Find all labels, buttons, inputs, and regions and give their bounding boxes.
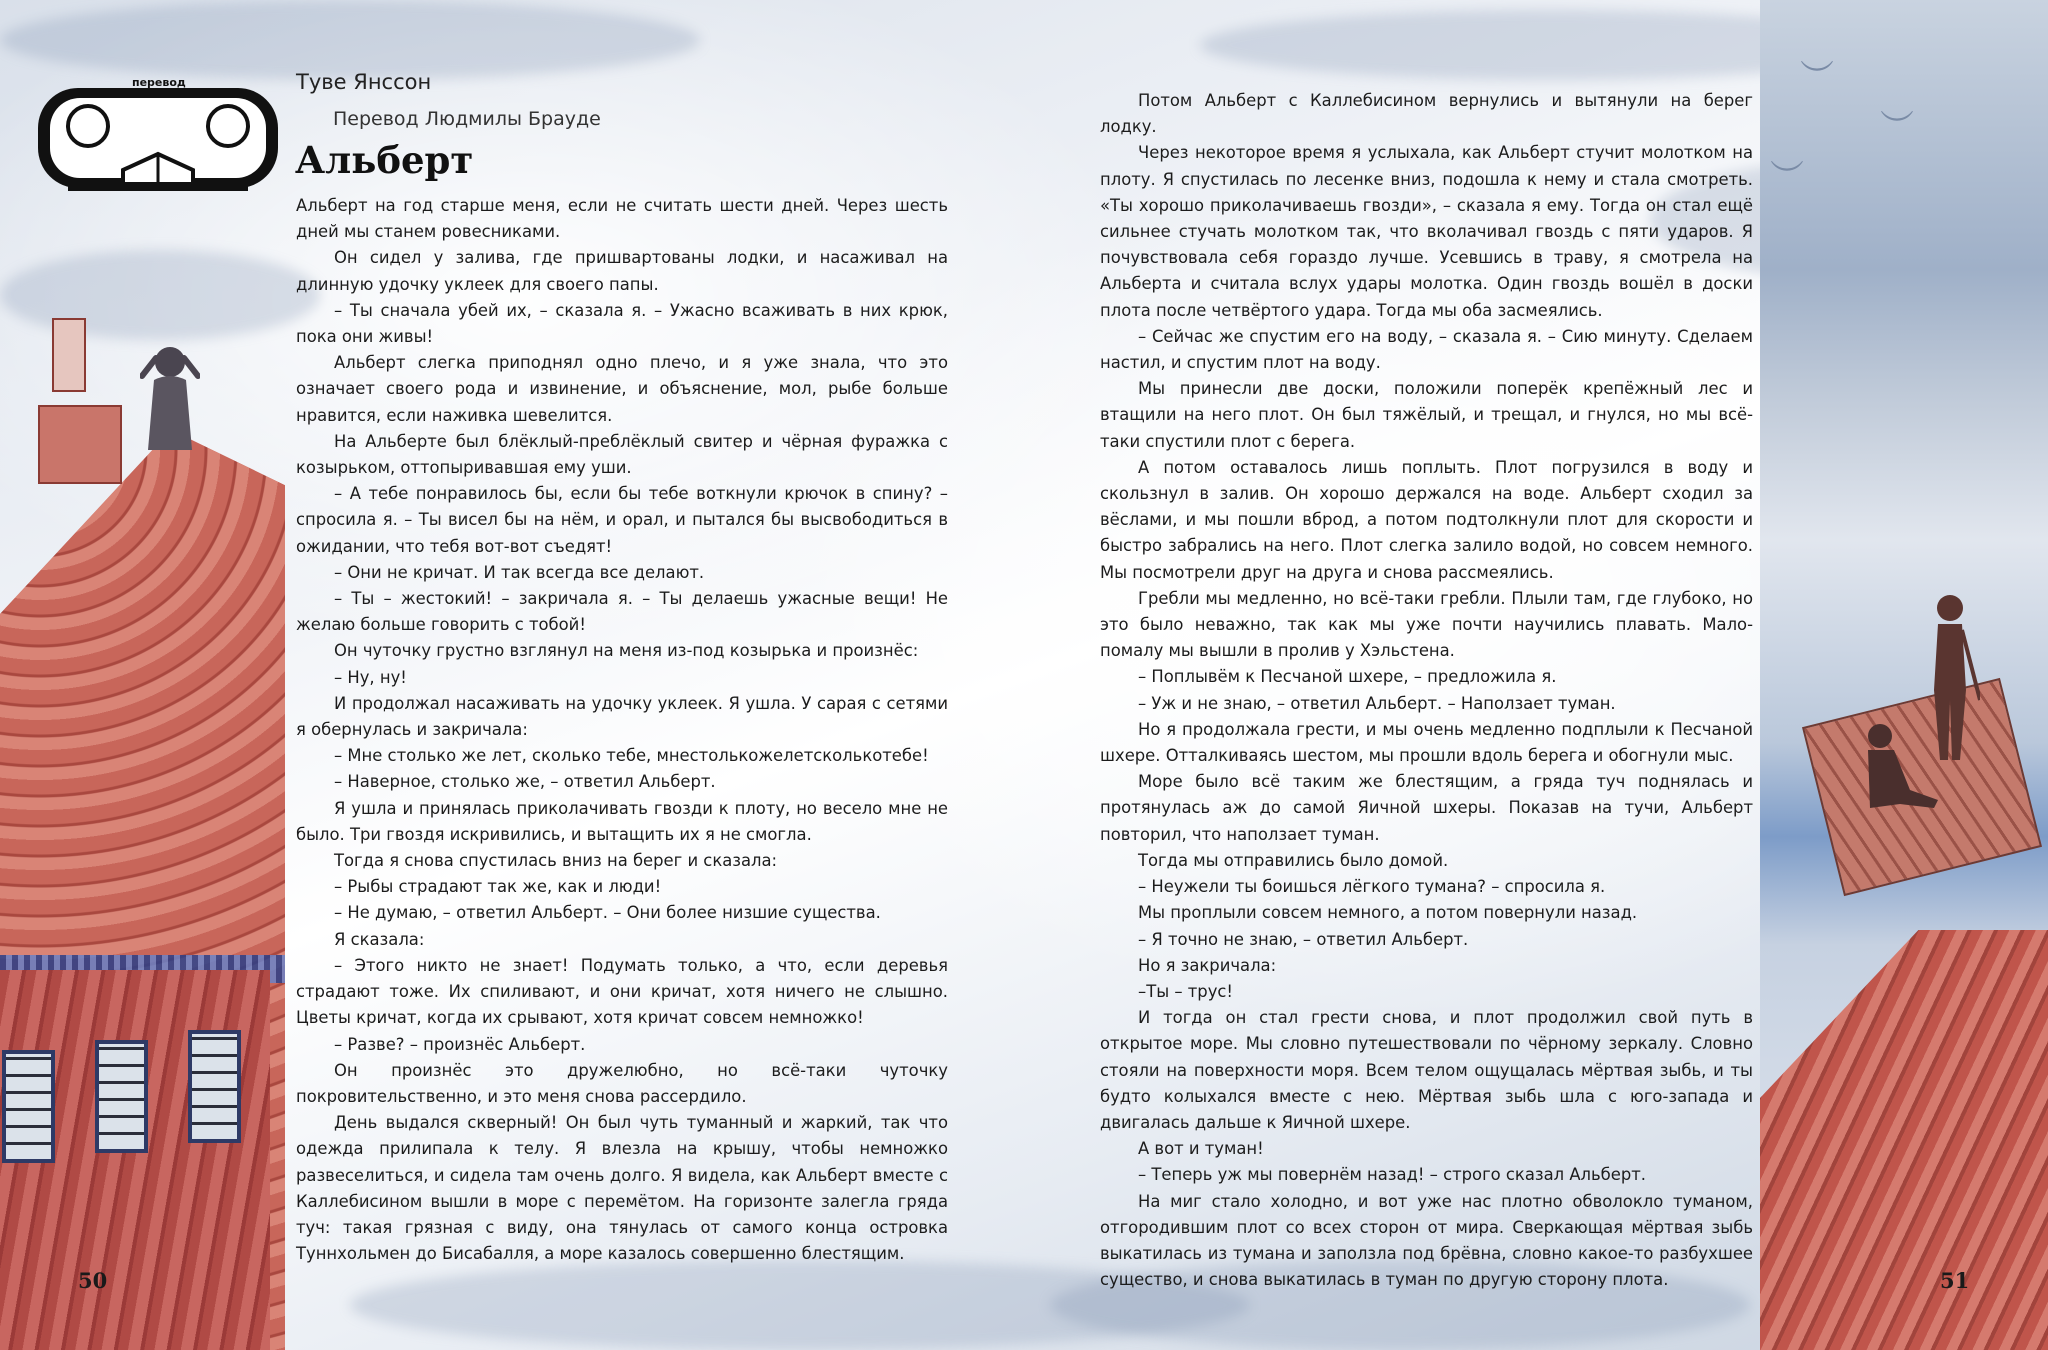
paragraph: Альберт на год старше меня, если не считать шести дней. Через шесть дней мы станем ровесниками. [296,196,948,242]
paragraph: Через некоторое время я услыхала, как Альберт стучит молотком на плоту. Я спустилась по лесенке вниз, подошла к нему и стала смотреть. «Ты хорошо приколачиваешь гвозди», – сказала я ему. Тогда он стал ещё сильнее стучать молотком так, что вколачивал гвоздь с пяти ударов. Я почувствовала себя гораздо лучше. Усевшись в траву, я смотрела на Альберта и считала вслух удары молотка. Один гвоздь вошёл в доски плота после четвёртого удара. Тогда мы оба засмеялись. [1100,143,1753,320]
paragraph: И продолжал насаживать на удочку уклеек. Я ушла. У сарая с сетями я обернулась и закричала: [296,693,948,740]
paragraph: – Уж и не знаю, – ответил Альберт. – Наползает туман. [1138,693,1616,713]
paragraph: – Я точно не знаю, – ответил Альберт. [1138,929,1469,949]
paragraph: – Наверное, столько же, – ответил Альберт. [334,772,716,792]
left-page-text [296,193,948,1267]
house-window [188,1030,241,1143]
paragraph: На миг стало холодно, и вот уже нас плотно обволокло туманом, отгородившим плот со всех сторон от мира. Сверкающая мёртвая зыбь выкатилась из тумана и заползла под брёвна, словно какое-то разбухшее существо, и снова выкатилась в туман по другую сторону плота. [1100,1191,1753,1290]
house-window [95,1040,148,1153]
paragraph: – Сейчас же спустим его на воду, – сказала я. – Сию минуту. Сделаем настил, и спустим плот на воду. [1100,326,1753,373]
translator-credit: Перевод Людмилы Брауде [333,108,601,130]
paragraph: Я ушла и принялась приколачивать гвозди к плоту, но весело мне не было. Три гвоздя искривились, и вытащить их я не смогла. [296,798,948,844]
paragraph: Но я продолжала грести, и мы очень медленно подплыли к Песчаной шхере. Отталкиваясь шестом, мы прошли вдоль берега и обогнули мыс. [1100,719,1753,766]
girl-silhouette-icon [140,340,200,450]
house-window [2,1050,55,1163]
paragraph: Море было всё таким же блестящим, а гряда туч поднялась и протянулась аж до самой Яичной шхеры. Показав на тучи, Альберт повторил, что наползает туман. [1100,772,1753,844]
paragraph: – Этого никто не знает! Подумать только, а что, если деревья страдают тоже. Их спиливают, и они кричат, хотя ничего не слышно. Цветы кричат, когда их срывают, хотя кричат совсем немножко! [296,955,948,1028]
sky-streak [0,250,320,340]
chimney [38,405,122,484]
paragraph: На Альберте был блёклый-преблёклый свитер и чёрная фуражка с козырьком, оттопыривавшая ему уши. [296,431,948,478]
paragraph: Мы проплыли совсем немного, а потом повернули назад. [1138,903,1638,923]
seagull-icon: ︶ [1800,58,1834,98]
page-number-left: 50 [78,1268,108,1293]
paragraph: А потом оставалось лишь поплыть. Плот погрузился в воду и скользнул в залив. Он хорошо держался на воде. Альберт сходил за вёслами, и мы пошли вброд, а потом подтолкнули плот для скорости и быстро забрались на него. Плот слегка залило водой, но совсем немного. Мы посмотрели друг на друга и снова рассмеялись. [1100,457,1753,582]
paragraph: Тогда я снова спустилась вниз на берег и сказала: [334,851,778,871]
paragraph: – Ты сначала убей их, – сказала я. – Ужасно всаживать в них крюк, пока они живы! [296,300,948,347]
paragraph: – Теперь уж мы повернём назад! – строго сказал Альберт. [1138,1165,1647,1185]
paragraph: – Мне столько же лет, сколько тебе, мнестолькожелетсколькотебе! [334,746,929,766]
paragraph: Он произнёс это дружелюбно, но всё-таки чуточку покровительственно, и это меня снова рассердило. [296,1060,948,1106]
paragraph: – Они не кричат. И так всегда все делают. [334,562,705,582]
paragraph: – Поплывём к Песчаной шхере, – предложила я. [1138,667,1557,687]
paragraph: А вот и туман! [1138,1139,1264,1159]
paragraph: Он чуточку грустно взглянул на меня из-под козырька и произнёс: [334,641,919,661]
paragraph: Я сказала: [334,929,425,949]
sky-streak [0,0,700,80]
paragraph: –Ты – трус! [1138,981,1233,1001]
author-name: Туве Янссон [296,70,432,94]
paragraph: – Рыбы страдают так же, как и люди! [334,877,662,897]
paragraph: – Разве? – произнёс Альберт. [334,1034,586,1054]
right-page-text [1100,88,1753,1293]
paragraph: Но я закричала: [1138,955,1277,975]
paragraph: Альберт слегка приподнял одно плечо, и я уже знала, что это означает своего рода и извинение, и объяснение, мол, рыбе больше нравится, если наживка шевелится. [296,353,948,425]
seagull-icon: ︶ [1880,108,1914,148]
paragraph: – Неужели ты боишься лёгкого тумана? – спросила я. [1138,877,1606,897]
paragraph: – Не думаю, – ответил Альберт. – Они более низшие существа. [334,903,881,923]
chimney-pipe [52,318,86,392]
paragraph: Гребли мы медленно, но всё-таки гребли. Плыли там, где глубоко, но это было неважно, так как мы уже почти научились плавать. Мало-помалу мы вышли в пролив у Хэльстена. [1100,588,1753,661]
paragraph: Потом Альберт с Каллебисином вернулись и вытянули на берег лодку. [1100,91,1753,137]
paragraph: Мы принесли две доски, положили поперёк крепёжный лес и втащили на него плот. Он был тяжёлый, и трещал, и гнулся, но мы всё-таки спустили плот с берега. [1100,379,1753,451]
logo-label: перевод [132,76,186,89]
translation-logo-icon [28,74,288,204]
paragraph: Тогда мы отправились было домой. [1138,850,1449,870]
paragraph: – Ну, ну! [334,667,407,687]
story-title: Альберт [295,138,474,182]
paragraph: Он сидел у залива, где пришвартованы лодки, и насаживал на длинную удочку уклеек для своего папы. [296,248,948,294]
paragraph: И тогда он стал грести снова, и плот продолжил свой путь в открытое море. Мы словно путешествовали по чёрному зеркалу. Словно стояли на поверхности моря. Всем телом ощущалась мёртвая зыбь, и ты будто колыхался вместе с нею. Мёртвая зыбь шла с юго-запада и двигалась дальше к Яичной шхере. [1100,1008,1753,1132]
seagull-icon: ︶ [1770,158,1804,198]
paragraph: – Ты – жестокий! – закричала я. – Ты делаешь ужасные вещи! Не желаю больше говорить с тобой! [296,589,948,635]
child-sitting-icon [1850,720,1940,810]
paragraph: День выдался скверный! Он был чуть туманный и жаркий, так что одежда прилипала к телу. Я влезла на крышу, чтобы немножко развеселиться, и сидела там очень долго. Я видела, как Альберт вместе с Каллебисином вышли в море с перемётом. На горизонте залегла гряда туч: такая грязная с виду, она тянулась от самого конца островка Туннхольмен до Бисабалля, а море казалось совершенно блестящим. [296,1113,948,1264]
page-number-right: 51 [1940,1268,1970,1293]
paragraph: – А тебе понравилось бы, если бы тебе воткнули крючок в спину? – спросила я. – Ты висел бы на нём, и орал, и пытался бы высвободиться в ожидании, что тебя вот-вот съедят! [296,484,948,556]
